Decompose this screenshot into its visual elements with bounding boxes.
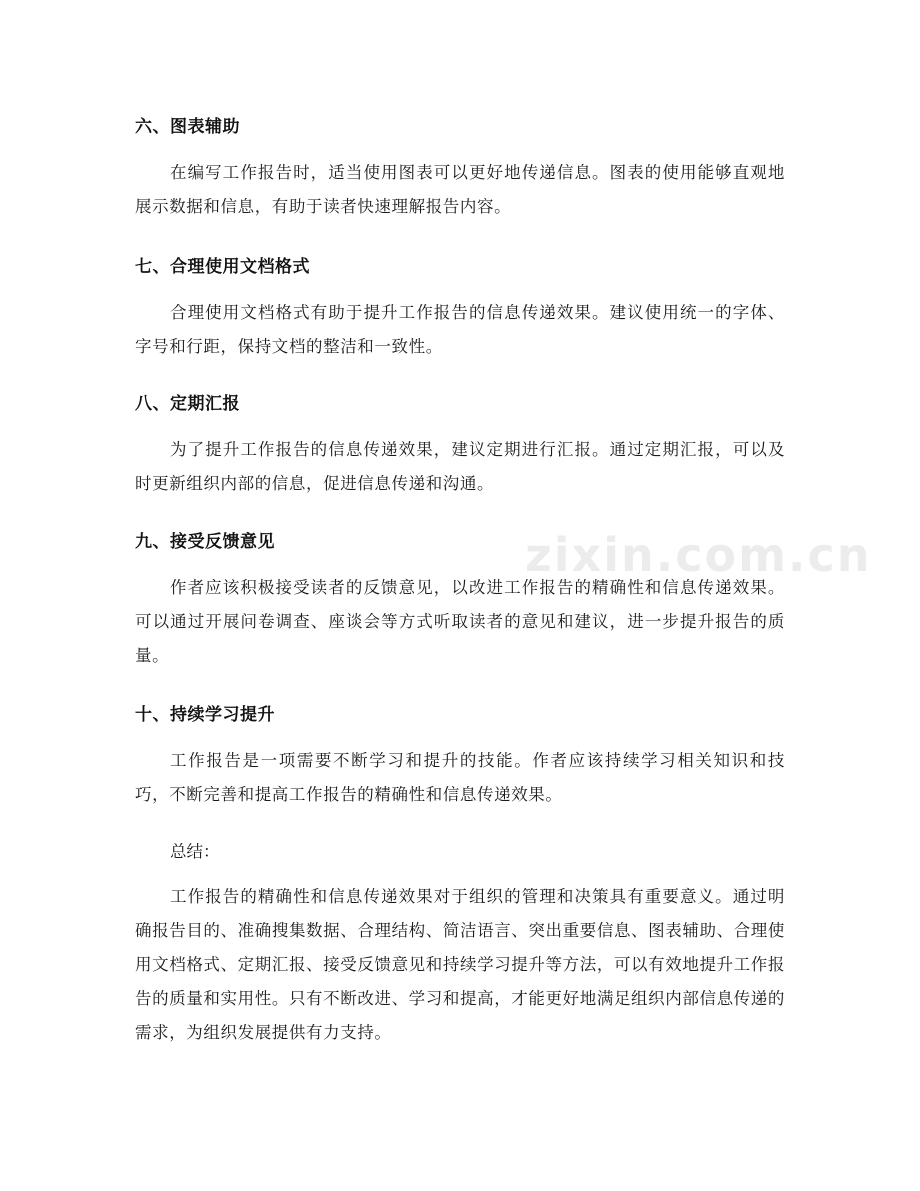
section-body-7: 合理使用文档格式有助于提升工作报告的信息传递效果。建议使用统一的字体、字号和行距，保持文档的整洁和一致性。 [135, 303, 785, 356]
section-body-10: 工作报告是一项需要不断学习和提升的技能。作者应该持续学习相关知识和技巧，不断完善和提高工作报告的精确性和信息传递效果。 [135, 751, 785, 804]
summary-label: 总结： [170, 842, 220, 861]
section-heading-6: 六、图表辅助 [135, 117, 240, 137]
section-body-6: 在编写工作报告时，适当使用图表可以更好地传递信息。图表的使用能够直观地展示数据和信息，有助于读者快速理解报告内容。 [135, 163, 785, 216]
section-heading-7: 七、合理使用文档格式 [135, 257, 310, 277]
section-body-8: 为了提升工作报告的信息传递效果，建议定期进行汇报。通过定期汇报，可以及时更新组织内部的信息，促进信息传递和沟通。 [135, 440, 785, 493]
section-heading-8: 八、定期汇报 [135, 394, 240, 414]
summary-body: 工作报告的精确性和信息传递效果对于组织的管理和决策具有重要意义。通过明确报告目的、准确搜集数据、合理结构、简洁语言、突出重要信息、图表辅助、合理使用文档格式、定期汇报、接受反馈意见和持续学习提升等方法，可以有效地提升工作报告的质量和实用性。只有不断改进、学习和提高，才能更好地满足组织内部信息传递的需求，为组织发展提供有力支持。 [135, 887, 785, 1042]
section-heading-9: 九、接受反馈意见 [135, 532, 275, 552]
section-body-9: 作者应该积极接受读者的反馈意见，以改进工作报告的精确性和信息传递效果。可以通过开展问卷调查、座谈会等方式听取读者的意见和建议，进一步提升报告的质量。 [135, 578, 785, 665]
section-heading-10: 十、持续学习提升 [135, 705, 275, 725]
watermark: zixin.com.cn [525, 528, 872, 582]
